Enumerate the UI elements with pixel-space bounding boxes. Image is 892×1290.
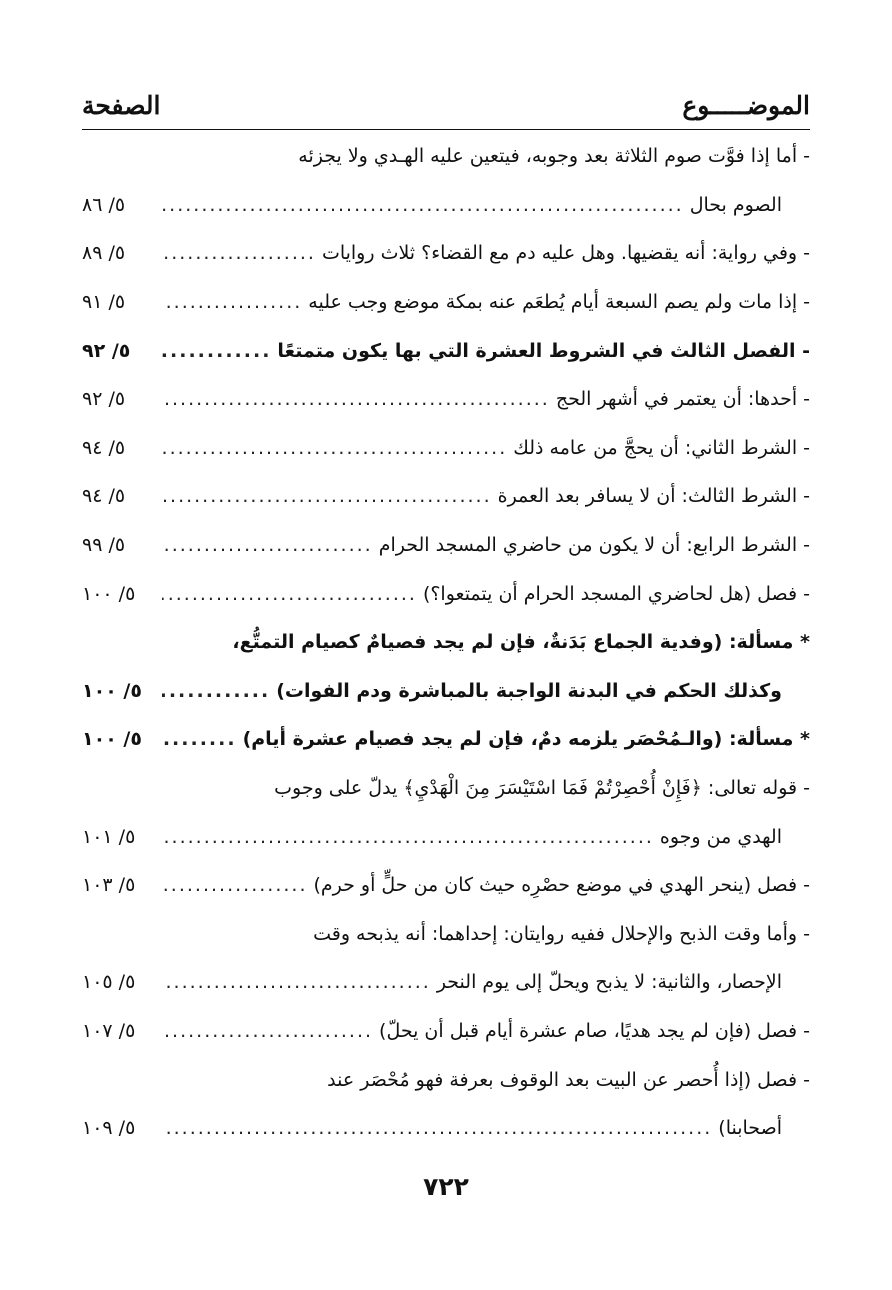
toc-entry-text: الصوم بحال (689, 193, 782, 216)
toc-entry-text: وكذلك الحكم في البدنة الواجبة بالمباشرة ودم الفوات) (276, 679, 782, 702)
toc-entry (82, 618, 810, 667)
toc-entry-text: - الفصل الثالث في الشروط العشرة التي بها يكون متمتعًا (277, 339, 810, 362)
toc-entry-page: ٥/ ٩٢ (82, 388, 126, 411)
toc-entry-page: ٥/ ١٠٧ (82, 1019, 136, 1042)
toc-entry-text: - فصل (فإن لم يجد هديًا، صام عشرة أيام قبل أن يحلّ) (379, 1019, 810, 1042)
toc-entry (82, 715, 810, 764)
toc-entry-text: - أما إذا فوَّت صوم الثلاثة بعد وجوبه، فيتعين عليه الهـدي ولا يجزئه (298, 145, 810, 168)
leader-dots (162, 874, 307, 896)
toc-entry-text: - أحدها: أن يعتمر في أشهر الحج (555, 388, 810, 411)
leader-dots (162, 1020, 373, 1042)
page-number: ٧٢٢ (423, 1172, 469, 1201)
toc-entry (82, 569, 810, 618)
toc-entry-page: ٥/ ٩٢ (82, 339, 131, 362)
leader-dots (162, 242, 316, 264)
leader-dots (162, 388, 550, 410)
toc-header (82, 80, 810, 120)
toc-entry (82, 764, 810, 813)
toc-entry-page: ٥/ ١٠٥ (82, 971, 136, 994)
toc-entry-page: ٥/ ١٠٠ (82, 728, 142, 751)
toc-entry-page: ٥/ ١٠٠ (82, 679, 142, 702)
leader-dots (162, 194, 684, 216)
toc-entry (82, 1055, 810, 1104)
toc-entry-page: ٥/ ١٠٣ (82, 874, 136, 897)
page-column-heading: الصفحة (82, 91, 161, 120)
leader-dots (162, 826, 654, 848)
toc-entry (82, 861, 810, 910)
toc-entry-text: - وأما وقت الذبح والإحلال ففيه روايتان: إحداهما: أنه يذبحه وقت (313, 922, 810, 945)
toc-entry (82, 812, 810, 861)
toc-entry-page: ٥/ ٩٤ (82, 436, 126, 459)
toc-entry (82, 326, 810, 375)
toc-entry (82, 1007, 810, 1056)
leader-dots (162, 971, 431, 993)
toc-entry-text: * مسألة: (والـمُحْصَر يلزمه دمٌ، فإن لم يجد فصيام عشرة أيام) (242, 728, 810, 751)
toc-list (82, 132, 810, 1152)
toc-entry-text: - فصل (إذا أُحصر عن البيت بعد الوقوف بعرفة فهو مُحْصَر عند (327, 1068, 810, 1091)
toc-entry-text: - وفي رواية: أنه يقضيها. وهل عليه دم مع القضاء؟ ثلاث روايات (321, 242, 810, 265)
toc-entry (82, 472, 810, 521)
topic-column-heading: الموضـــــوع (682, 91, 810, 120)
toc-entry-text: - فصل (ينحر الهدي في موضع حصْرِه حيث كان من حلٍّ أو حرم) (313, 874, 810, 897)
toc-entry-text: - قوله تعالى: ﴿فَإِنْ أُحْصِرْتُمْ فَمَا اسْتَيْسَرَ مِنَ الْهَدْيِ﴾ يدلّ على وجوب (274, 777, 810, 800)
toc-entry-page: ٥/ ٨٩ (82, 242, 126, 265)
leader-dots (162, 583, 417, 605)
toc-entry (82, 667, 810, 716)
toc-entry (82, 375, 810, 424)
toc-entry-page: ٥/ ١٠٠ (82, 582, 136, 605)
toc-entry-text: - فصل (هل لحاضري المسجد الحرام أن يتمتعوا؟) (422, 582, 810, 605)
toc-entry-text: - الشرط الثاني: أن يحجَّ من عامه ذلك (513, 436, 810, 459)
toc-entry (82, 1104, 810, 1153)
toc-entry-page: ٥/ ٩٤ (82, 485, 126, 508)
toc-entry-page: ٥/ ٩٩ (82, 534, 126, 557)
toc-entry-page: ٥/ ١٠٩ (82, 1117, 136, 1140)
header-rule (82, 129, 810, 130)
toc-entry-text: * مسألة: (وفدية الجماع بَدَنةٌ، فإن لم يجد فصيامٌ كصيام التمتُّع، (232, 631, 810, 654)
leader-dots (162, 680, 270, 702)
toc-entry (82, 181, 810, 230)
toc-entry (82, 910, 810, 959)
toc-entry-text: الإحصار، والثانية: لا يذبح ويحلّ إلى يوم النحر (436, 971, 782, 994)
leader-dots (162, 485, 492, 507)
leader-dots (162, 728, 237, 750)
toc-entry-text: - الشرط الرابع: أن لا يكون من حاضري المسجد الحرام (378, 534, 810, 557)
toc-entry-text: - الشرط الثالث: أن لا يسافر بعد العمرة (497, 485, 810, 508)
leader-dots (162, 340, 271, 362)
leader-dots (162, 437, 507, 459)
toc-entry-text: الهدي من وجوه (659, 825, 782, 848)
toc-entry-text: أصحابنا) (718, 1117, 782, 1140)
toc-entry-page: ٥/ ٨٦ (82, 193, 126, 216)
toc-entry-page: ٥/ ٩١ (82, 291, 126, 314)
toc-entry (82, 229, 810, 278)
toc-entry (82, 278, 810, 327)
toc-entry (82, 132, 810, 181)
toc-entry (82, 521, 810, 570)
leader-dots (162, 1117, 712, 1139)
toc-entry-text: - إذا مات ولم يصم السبعة أيام يُطعَم عنه بمكة موضع وجب عليه (308, 291, 810, 314)
toc-entry (82, 958, 810, 1007)
leader-dots (162, 534, 373, 556)
toc-entry (82, 424, 810, 473)
leader-dots (162, 291, 302, 313)
toc-entry-page: ٥/ ١٠١ (82, 825, 136, 848)
